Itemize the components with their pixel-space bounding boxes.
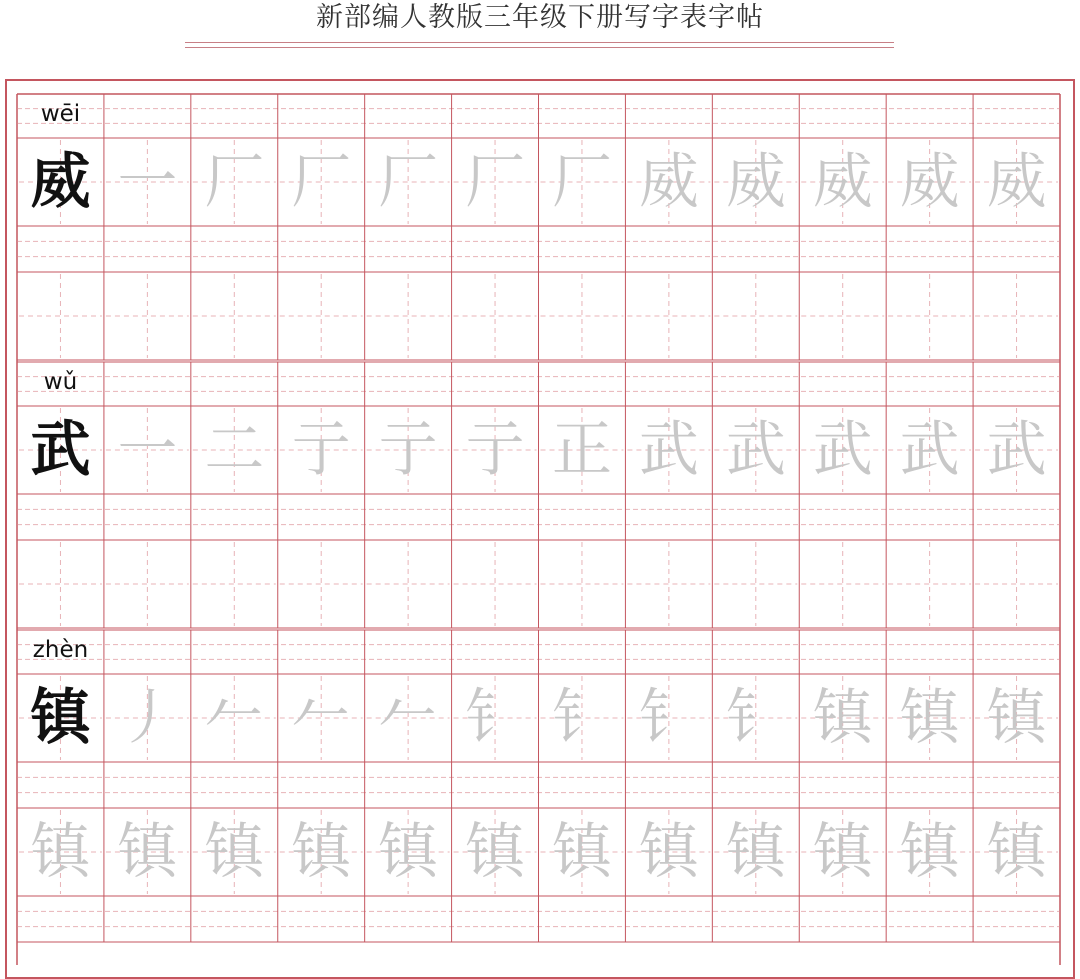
stroke-order-character: 威 (986, 147, 1047, 217)
stroke-order-character: 丿 (117, 683, 178, 753)
stroke-order-character: 武 (812, 415, 873, 485)
stroke-order-character: 威 (812, 147, 873, 217)
trace-character: 镇 (812, 817, 873, 887)
stroke-order-character: 二 (204, 415, 265, 485)
trace-character: 镇 (552, 817, 612, 887)
stroke-order-character: 威 (638, 147, 699, 217)
stroke-order-character: 镇 (899, 683, 960, 753)
trace-character: 镇 (291, 817, 352, 887)
page-title: 新部编人教版三年级下册写字表字帖 (316, 2, 764, 33)
stroke-order-character: 武 (638, 415, 699, 485)
stroke-order-character: 威 (725, 147, 786, 217)
trace-character: 镇 (465, 817, 526, 887)
pinyin-label: wǔ (43, 369, 78, 395)
model-character: 镇 (30, 683, 91, 753)
stroke-order-character: 钅 (552, 683, 612, 753)
trace-character: 镇 (725, 817, 786, 887)
stroke-order-character: 武 (725, 415, 786, 485)
model-character: 武 (30, 415, 91, 485)
stroke-order-character: 镇 (812, 683, 873, 753)
trace-character: 镇 (378, 817, 439, 887)
stroke-order-character: 亍 (378, 415, 439, 485)
stroke-order-character: 厂 (204, 147, 265, 217)
trace-character: 镇 (204, 817, 265, 887)
stroke-order-character: 正 (552, 415, 612, 485)
stroke-order-character: 一 (117, 147, 178, 217)
trace-character: 镇 (638, 817, 699, 887)
stroke-order-character: 厂 (291, 147, 352, 217)
pinyin-label: wēi (40, 101, 81, 127)
trace-character: 镇 (899, 817, 960, 887)
stroke-order-character: 亍 (465, 415, 526, 485)
stroke-order-character: 厂 (378, 147, 439, 217)
stroke-order-character: 𠂉 (204, 683, 265, 753)
stroke-order-character: 钅 (638, 683, 699, 753)
stroke-order-character: 钅 (725, 683, 786, 753)
stroke-order-character: 钅 (465, 683, 526, 753)
trace-character: 镇 (30, 817, 91, 887)
trace-character: 镇 (986, 817, 1047, 887)
stroke-order-character: 亍 (291, 415, 352, 485)
stroke-order-character: 镇 (986, 683, 1047, 753)
stroke-order-character: 威 (899, 147, 960, 217)
stroke-order-character: 一 (117, 415, 178, 485)
stroke-order-character: 𠂉 (378, 683, 439, 753)
stroke-order-character: 厂 (552, 147, 612, 217)
pinyin-label: zhèn (32, 637, 89, 663)
model-character: 威 (30, 147, 91, 217)
stroke-order-character: 𠂉 (291, 683, 352, 753)
stroke-order-character: 武 (986, 415, 1047, 485)
stroke-order-character: 武 (899, 415, 960, 485)
stroke-order-character: 厂 (465, 147, 526, 217)
trace-character: 镇 (117, 817, 178, 887)
